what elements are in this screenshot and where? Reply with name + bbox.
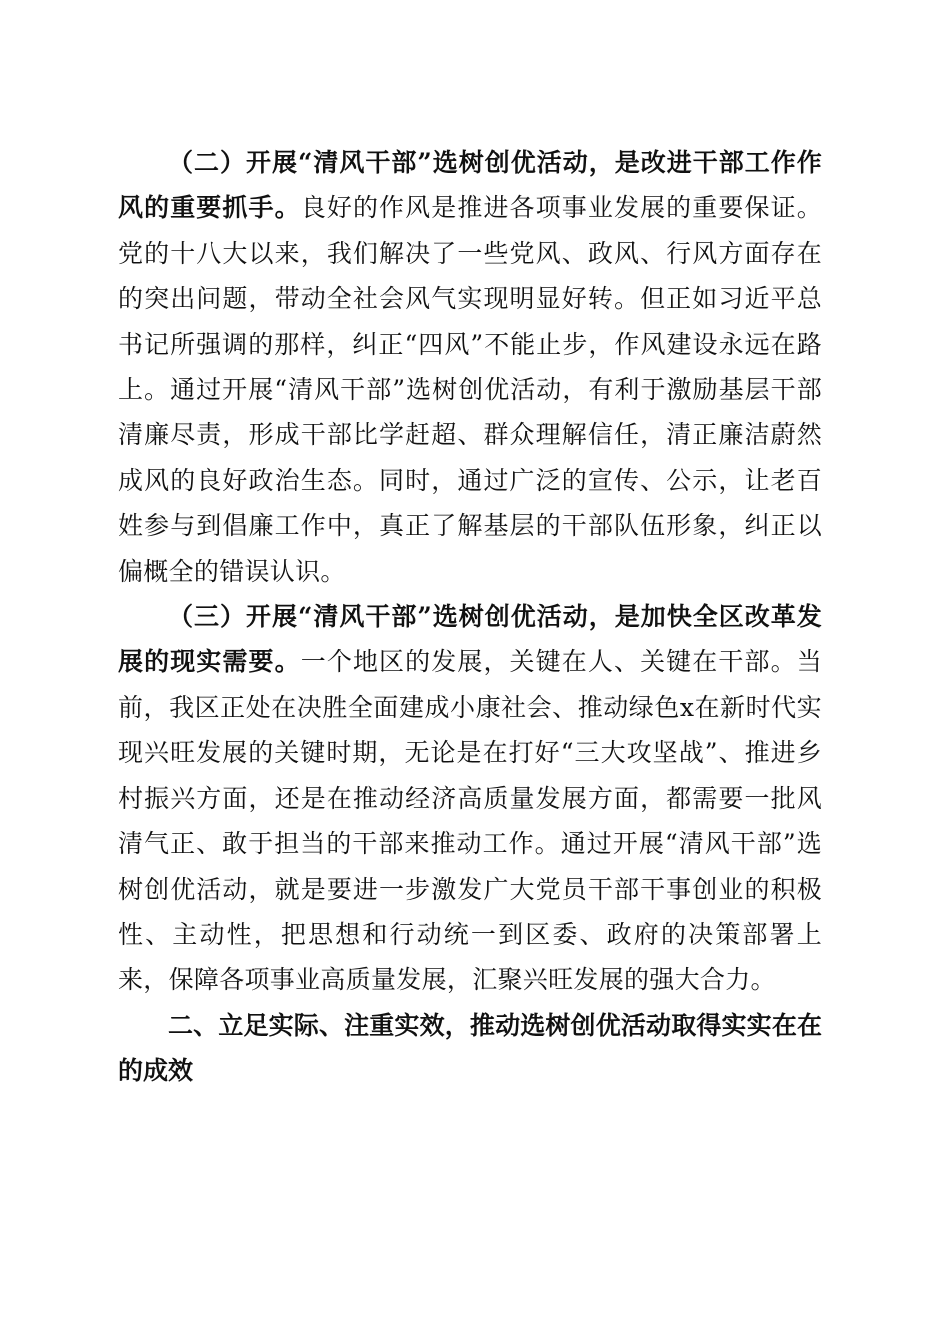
paragraph-2-lead: （二）开展“清风干部”选树创优活动，是改进干部工作作风的重要抓手。 bbox=[118, 148, 822, 223]
paragraph-3-lead: （三）开展“清风干部”选树创优活动，是加快全区改革发展的现实需要。 bbox=[118, 602, 822, 677]
document-body bbox=[118, 140, 822, 1094]
paragraph-2 bbox=[118, 140, 822, 594]
section-heading: 二、立足实际、注重实效，推动选树创优活动取得实实在在的成效 bbox=[118, 1010, 822, 1086]
paragraph-3 bbox=[118, 594, 822, 1003]
paragraph-2-body: 良好的作风是推进各项事业发展的重要保证。党的十八大以来，我们解决了一些党风、政风、行风方面存在的突出问题，带动全社会风气实现明显好转。但正如习近平总书记所强调的那样，纠正“四风”不能止步，作风建设永远在路上。通过开展“清风干部”选树创优活动，有利于激励基层干部清廉尽责，形成干部比学赶超、群众理解信任，清正廉洁蔚然成风的良好政治生态。同时，通过广泛的宣传、公示，让老百姓参与到倡廉工作中，真正了解基层的干部队伍形象，纠正以偏概全的错误认识。 bbox=[118, 193, 822, 586]
paragraph-3-body: 一个地区的发展，关键在人、关键在干部。当前，我区正处在决胜全面建成小康社会、推动绿色x在新时代实现兴旺发展的关键时期，无论是在打好“三大攻坚战”、推进乡村振兴方面，还是在推动经济高质量发展方面，都需要一批风清气正、敢于担当的干部来推动工作。通过开展“清风干部”选树创优活动，就是要进一步激发广大党员干部干事创业的积极性、主动性，把思想和行动统一到区委、政府的决策部署上来，保障各项事业高质量发展，汇聚兴旺发展的强大合力。 bbox=[118, 647, 822, 995]
